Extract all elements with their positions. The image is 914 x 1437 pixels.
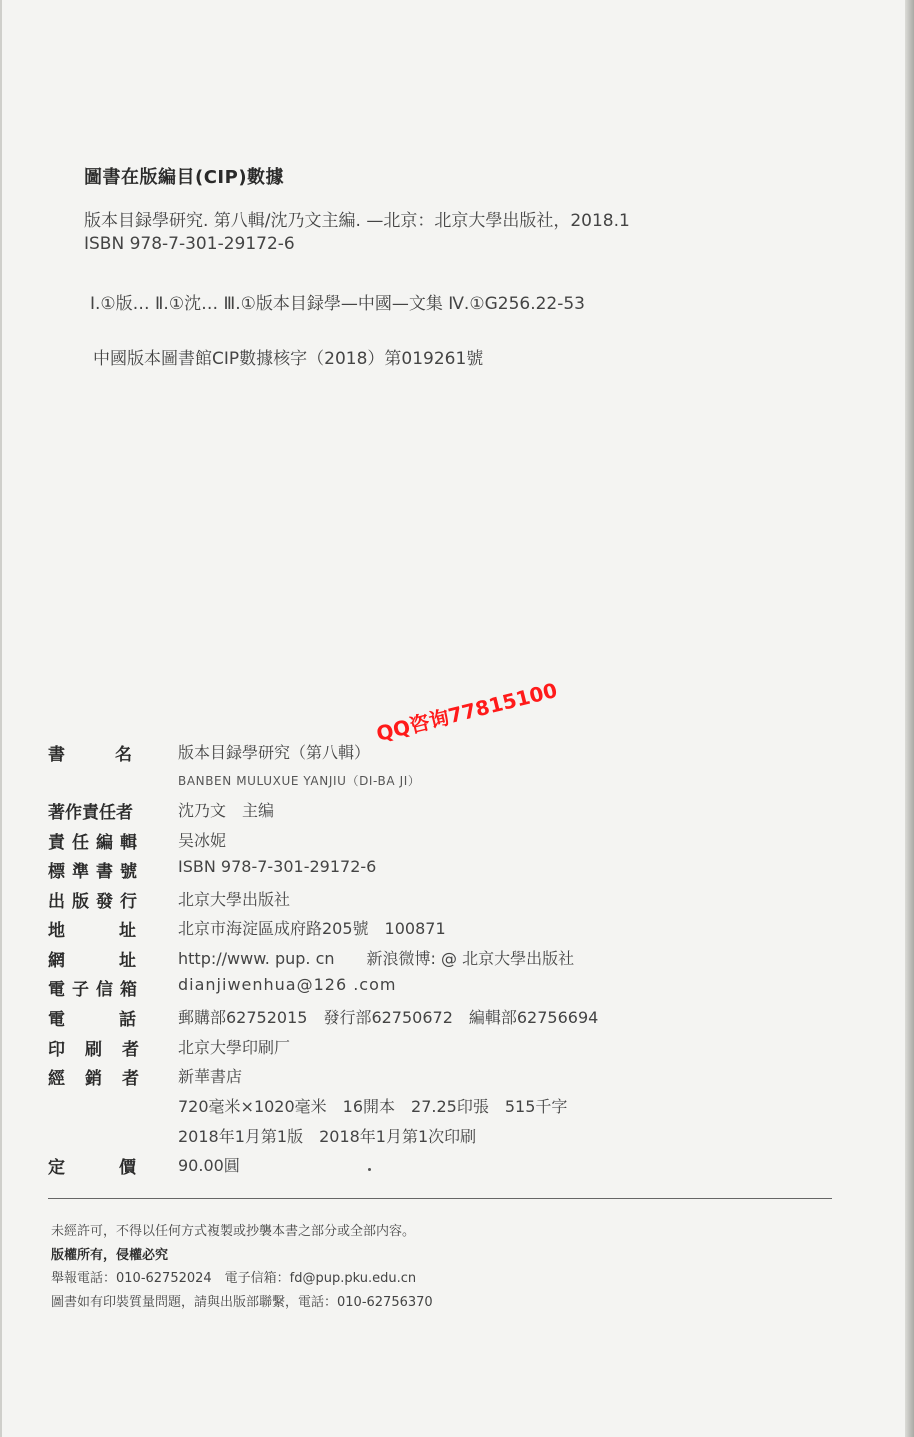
info-value-price: 90.00圓 <box>178 1156 240 1175</box>
info-label-price: 定價 <box>48 1158 190 1178</box>
cip-bibliographic-line: 版本目録學研究. 第八輯/沈乃文主編. —北京：北京大學出版社，2018.1 <box>84 211 630 231</box>
info-value-website: http://www. pup. cn 新浪微博: @ 北京大學出版社 <box>178 949 575 968</box>
info-label-website: 網址 <box>48 951 190 971</box>
info-label-email: 電子信箱 <box>48 980 144 1000</box>
info-label-publisher: 出版發行 <box>48 892 144 912</box>
info-value-email: dianjiwenhua@126 .com <box>178 975 397 994</box>
footer-quality-contact: 圖書如有印裝質量問題，請與出版部聯繫，電話：010-62756370 <box>51 1295 433 1310</box>
info-value-isbn: ISBN 978-7-301-29172-6 <box>178 857 377 876</box>
footer-copyright-notice: 未經許可，不得以任何方式複製或抄襲本書之部分或全部内容。 <box>51 1224 416 1239</box>
info-value-edition: 2018年1月第1版 2018年1月第1次印刷 <box>178 1127 477 1146</box>
cip-isbn-line: ISBN 978-7-301-29172-6 <box>84 234 295 254</box>
info-value-printer: 北京大學印刷厂 <box>178 1038 291 1057</box>
info-value-author: 沈乃文 主编 <box>178 801 275 820</box>
info-title-pinyin: BANBEN MULUXUE YANJIU（DI-BA JI） <box>178 774 421 788</box>
info-label-editor: 責任編輯 <box>48 833 144 853</box>
divider-rule <box>48 1198 832 1199</box>
info-label-address: 地址 <box>48 921 190 941</box>
footer-rights-reserved: 版權所有，侵權必究 <box>51 1248 169 1263</box>
info-value-phone: 郵購部62752015 發行部62750672 編輯部62756694 <box>178 1008 599 1027</box>
info-value-distributor: 新華書店 <box>178 1067 243 1086</box>
info-label-phone: 電話 <box>48 1010 190 1030</box>
info-value-editor: 吴冰妮 <box>178 831 227 850</box>
print-speck <box>368 1168 371 1171</box>
watermark-stamp: QQ咨询77815100 <box>373 677 560 747</box>
info-value-title: 版本目録學研究（第八輯） <box>178 743 371 762</box>
cip-record-number: 中國版本圖書館CIP數據核字（2018）第019261號 <box>93 349 484 369</box>
info-label-printer: 印刷者 <box>48 1040 159 1060</box>
cip-heading: 圖書在版編目(CIP)數據 <box>84 167 285 188</box>
info-label-isbn: 標準書號 <box>48 862 144 882</box>
info-label-title-text: 書名 <box>48 745 182 765</box>
info-value-publisher: 北京大學出版社 <box>178 890 291 909</box>
page-edge-left <box>0 0 2 1437</box>
info-label-distributor: 經銷者 <box>48 1069 159 1089</box>
page-edge-right <box>905 0 914 1437</box>
cip-classification-line: Ⅰ.①版… Ⅱ.①沈… Ⅲ.①版本目録學—中國—文集 Ⅳ.①G256.22-53 <box>90 294 585 314</box>
footer-report-contact: 舉報電話：010-62752024 電子信箱：fd@pup.pku.edu.cn <box>51 1271 417 1286</box>
info-value-format: 720毫米×1020毫米 16開本 27.25印張 515千字 <box>178 1097 568 1116</box>
info-label-title <box>48 740 182 765</box>
info-value-address: 北京市海淀區成府路205號 100871 <box>178 919 446 938</box>
info-label-author: 著作責任者 <box>48 803 133 823</box>
